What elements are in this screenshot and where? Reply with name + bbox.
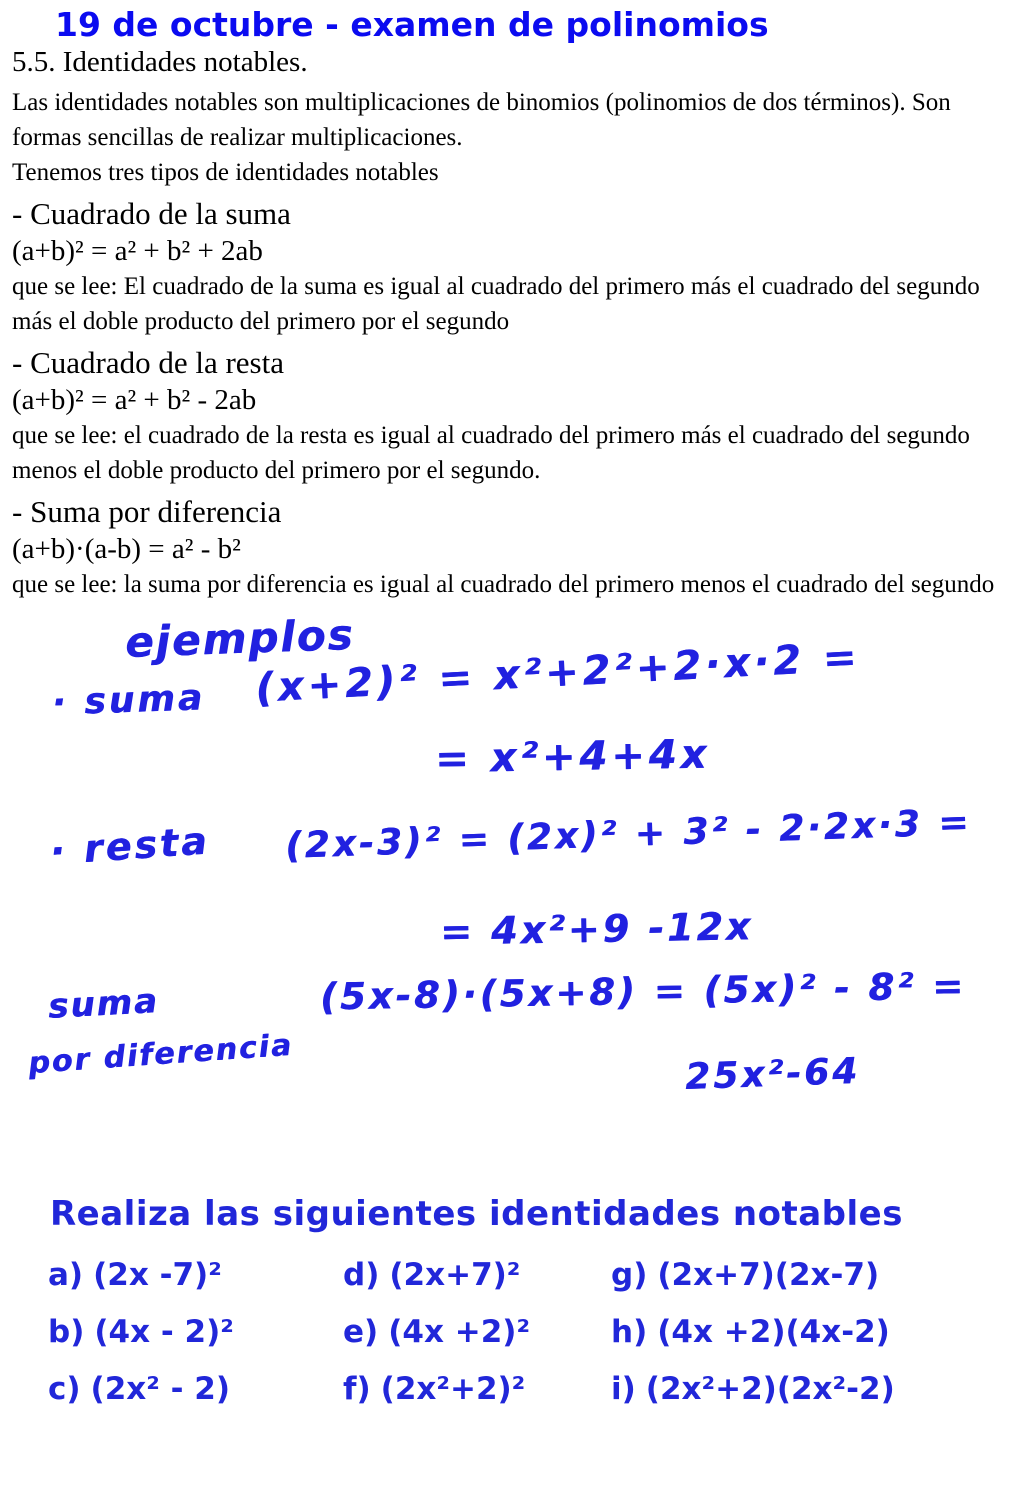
exercise-label: g): [611, 1256, 648, 1293]
handwritten-title: ejemplos: [124, 610, 356, 667]
exercise-item-f: [343, 1371, 611, 1407]
exercise-label: a): [48, 1256, 84, 1293]
exercise-expression: (4x - 2)²: [94, 1313, 234, 1350]
handwritten-sxd-result: 25x²-64: [684, 1050, 861, 1099]
exercise-expression: (2x²+2)²: [380, 1370, 526, 1407]
identity-formula: (a+b)·(a-b) = a² - b²: [12, 533, 241, 565]
exercise-grid: [48, 1246, 1024, 1417]
identity-name: - Cuadrado de la suma: [12, 196, 291, 231]
handwritten-resta-label: · resta: [48, 818, 211, 874]
handwritten-resta-result: = 4x²+9 -12x: [439, 904, 754, 954]
identity-name: - Suma por diferencia: [12, 494, 282, 529]
exercise-label: b): [48, 1313, 85, 1350]
handwritten-suma-result: = x²+4+4x: [434, 731, 711, 783]
handwritten-sxd-label-line2: por diferencia: [27, 1027, 295, 1082]
identity-block-suma: [0, 196, 1024, 339]
exercise-expression: (2x -7)²: [93, 1256, 222, 1293]
exercise-expression: (4x +2)(4x-2): [657, 1313, 890, 1350]
identity-formula: (a+b)² = a² + b² + 2ab: [12, 235, 263, 267]
exercise-item-b: [48, 1314, 343, 1350]
exercise-expression: (2x² - 2): [90, 1370, 231, 1407]
identity-formula: (a+b)² = a² + b² - 2ab: [12, 384, 257, 416]
handwritten-suma-step: (x+2)² = x²+2²+2·x·2 =: [254, 634, 862, 712]
exercise-item-g: [611, 1257, 1024, 1293]
exercise-label: d): [343, 1256, 380, 1293]
identity-block-suma-por-diferencia: [0, 494, 1024, 602]
intro-paragraph: Las identidades notables son multiplicaciones de binomios (polinomios de dos términos). Son formas sencillas de realizar multiplicaciones.: [12, 89, 951, 151]
section-heading: 5.5. Identidades notables.: [12, 46, 308, 78]
exercise-label: e): [343, 1313, 379, 1350]
intro-line-2: Tenemos tres tipos de identidades notables: [12, 159, 439, 186]
exercise-item-e: [343, 1314, 611, 1350]
exercise-item-c: [48, 1371, 343, 1407]
identity-explanation: que se lee: el cuadrado de la resta es igual al cuadrado del primero más el cuadrado del segundo menos el doble producto del primero por el segundo.: [12, 422, 970, 484]
exercise-item-i: [611, 1371, 1024, 1407]
exercises-section: [0, 1194, 1024, 1417]
handwritten-examples: [0, 612, 1024, 1152]
exercise-expression: (2x+7)(2x-7): [657, 1256, 880, 1293]
page-title: 19 de octubre - examen de polinomios: [55, 5, 769, 44]
identity-explanation: que se lee: El cuadrado de la suma es igual al cuadrado del primero más el cuadrado del segundo más el doble producto del primero por el segundo: [12, 273, 980, 335]
exercises-heading: Realiza las siguientes identidades notables: [50, 1194, 903, 1234]
exercise-expression: (4x +2)²: [388, 1313, 531, 1350]
exercise-expression: (2x²+2)(2x²-2): [645, 1370, 895, 1407]
document-page: [0, 5, 1024, 1500]
exercise-expression: (2x+7)²: [389, 1256, 521, 1293]
identity-explanation: que se lee: la suma por diferencia es igual al cuadrado del primero menos el cuadrado del segundo: [12, 571, 995, 598]
handwritten-sxd-step: (5x-8)·(5x+8) = (5x)² - 8² =: [319, 964, 967, 1019]
handwritten-suma-label: · suma: [51, 677, 206, 724]
identity-name: - Cuadrado de la resta: [12, 345, 284, 380]
exercise-label: h): [611, 1313, 648, 1350]
exercise-item-a: [48, 1257, 343, 1293]
exercise-item-d: [343, 1257, 611, 1293]
identity-block-resta: [0, 345, 1024, 488]
exercise-label: i): [611, 1370, 636, 1407]
exercise-label: f): [343, 1370, 371, 1407]
exercise-label: c): [48, 1370, 81, 1407]
handwritten-sxd-label-line1: suma: [47, 981, 160, 1027]
handwritten-resta-step: (2x-3)² = (2x)² + 3² - 2·2x·3 =: [284, 802, 973, 867]
exercise-item-h: [611, 1314, 1024, 1350]
